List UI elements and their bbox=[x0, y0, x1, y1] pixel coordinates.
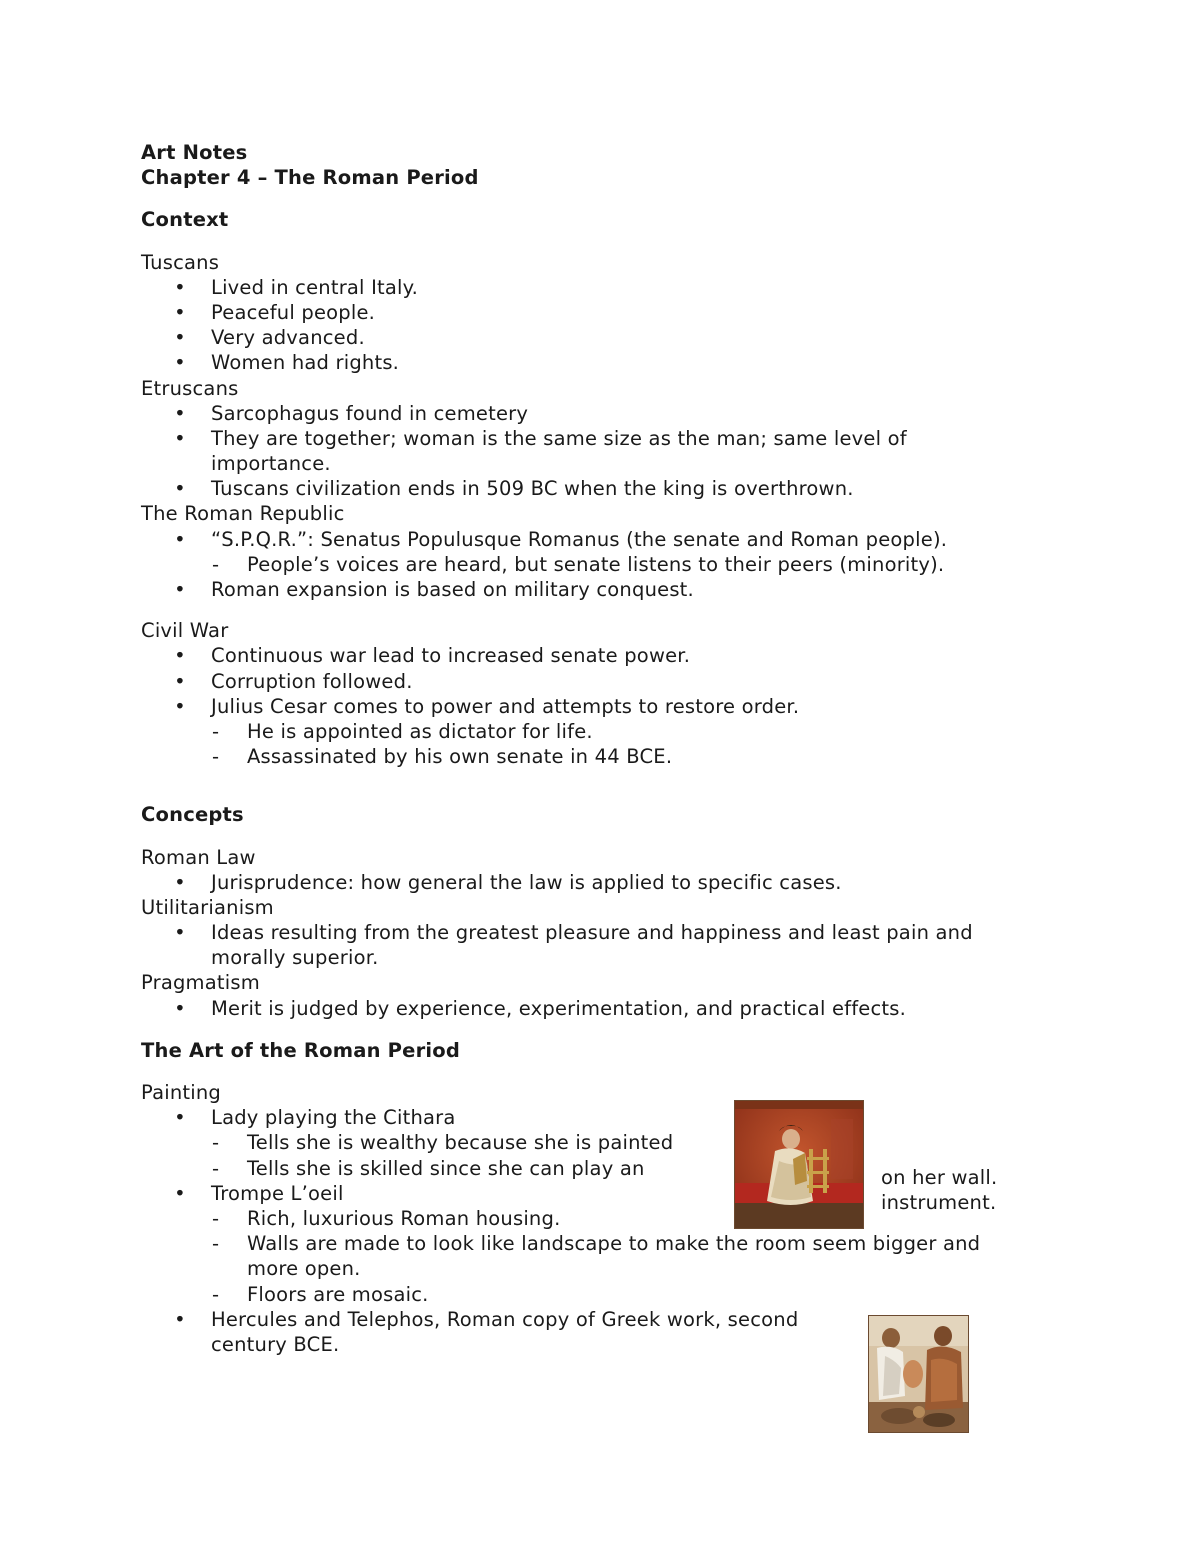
list-item: • Very advanced. bbox=[141, 325, 1061, 350]
dash-icon: - bbox=[212, 745, 220, 769]
sub-list-item: - Tells she is skilled since she can play an bbox=[212, 1156, 645, 1180]
list-item-continuation: morally superior. bbox=[211, 946, 379, 970]
topic-label-tuscans: Tuscans bbox=[141, 250, 220, 274]
bullet-icon: • bbox=[174, 401, 186, 425]
bullet-icon: • bbox=[174, 870, 186, 894]
hercules-telephos-image bbox=[868, 1315, 969, 1433]
bullet-icon: • bbox=[174, 477, 186, 501]
sub-list-item: - Rich, luxurious Roman housing. bbox=[212, 1206, 561, 1230]
wrapped-text-right: instrument. bbox=[881, 1191, 997, 1214]
list-item-continuation: importance. bbox=[211, 452, 331, 476]
dash-icon: - bbox=[212, 719, 220, 743]
bullet-icon: • bbox=[174, 921, 186, 945]
bullet-icon: • bbox=[174, 326, 186, 350]
dash-icon: - bbox=[212, 1131, 220, 1155]
list-item: • They are together; woman is the same size as the man; same level of bbox=[141, 426, 1061, 451]
bullet-icon: • bbox=[174, 694, 186, 718]
list-item-continuation: century BCE. bbox=[211, 1332, 340, 1356]
bullet-icon: • bbox=[174, 1106, 186, 1130]
bullet-icon: • bbox=[174, 275, 186, 299]
bullet-icon: • bbox=[174, 527, 186, 551]
bullet-icon: • bbox=[174, 426, 186, 450]
topic-label-roman-law: Roman Law bbox=[141, 845, 256, 869]
page-title: Art Notes bbox=[141, 141, 248, 164]
sub-list-item: - He is appointed as dictator for life. bbox=[212, 719, 593, 743]
cithara-painting-image bbox=[734, 1100, 864, 1229]
list-item: • Sarcophagus found in cemetery bbox=[141, 401, 1061, 426]
list-item: • Lived in central Italy. bbox=[141, 275, 1061, 300]
list-item: • Trompe L’oeil bbox=[141, 1181, 1061, 1206]
list-item: • Hercules and Telephos, Roman copy of Greek work, second bbox=[141, 1307, 1061, 1332]
list-item: • Continuous war lead to increased senate power. bbox=[141, 643, 1061, 668]
list-item: • Julius Cesar comes to power and attempts to restore order. bbox=[141, 694, 1061, 719]
list-item: • Women had rights. bbox=[141, 350, 1061, 375]
list-item: • Lady playing the Cithara bbox=[141, 1105, 1061, 1130]
topic-label-pragmatism: Pragmatism bbox=[141, 971, 260, 995]
list-item: • “S.P.Q.R.”: Senatus Populusque Romanus (the senate and Roman people). bbox=[141, 527, 1061, 552]
list-item: • Merit is judged by experience, experimentation, and practical effects. bbox=[141, 996, 1061, 1021]
list-item: • Corruption followed. bbox=[141, 669, 1061, 694]
topic-label-roman-republic: The Roman Republic bbox=[141, 502, 345, 526]
bullet-icon: • bbox=[174, 1181, 186, 1205]
bullet-icon: • bbox=[174, 669, 186, 693]
sub-list-item-continuation: more open. bbox=[247, 1257, 361, 1281]
chapter-title: Chapter 4 – The Roman Period bbox=[141, 166, 479, 190]
sub-list-item: - Floors are mosaic. bbox=[212, 1282, 429, 1306]
dash-icon: - bbox=[212, 1282, 220, 1306]
sub-list-item: - Walls are made to look like landscape to make the room seem bigger and bbox=[212, 1232, 981, 1256]
section-heading-art: The Art of the Roman Period bbox=[141, 1038, 461, 1062]
dash-icon: - bbox=[212, 552, 220, 576]
bullet-icon: • bbox=[174, 578, 186, 601]
list-item: • Jurisprudence: how general the law is applied to specific cases. bbox=[141, 870, 1061, 895]
list-item: • Ideas resulting from the greatest pleasure and happiness and least pain and bbox=[141, 920, 1061, 945]
section-heading-concepts: Concepts bbox=[141, 803, 244, 827]
wrapped-text-right: on her wall. bbox=[881, 1166, 998, 1189]
dash-icon: - bbox=[212, 1156, 220, 1180]
topic-label-painting: Painting bbox=[141, 1081, 222, 1104]
bullet-icon: • bbox=[174, 351, 186, 375]
bullet-icon: • bbox=[174, 996, 186, 1020]
dash-icon: - bbox=[212, 1206, 220, 1230]
bullet-icon: • bbox=[174, 1307, 186, 1331]
sub-list-item: - Assassinated by his own senate in 44 BCE. bbox=[212, 745, 673, 769]
list-item: • Tuscans civilization ends in 509 BC when the king is overthrown. bbox=[141, 476, 1061, 501]
topic-label-etruscans: Etruscans bbox=[141, 376, 239, 400]
topic-label-civil-war: Civil War bbox=[141, 619, 229, 643]
dash-icon: - bbox=[212, 1232, 220, 1256]
bullet-icon: • bbox=[174, 300, 186, 324]
list-item: • Roman expansion is based on military conquest. bbox=[141, 577, 1061, 602]
list-item: • Peaceful people. bbox=[141, 300, 1061, 325]
sub-list-item: - People’s voices are heard, but senate listens to their peers (minority). bbox=[212, 552, 945, 576]
section-heading-context: Context bbox=[141, 208, 229, 232]
bullet-icon: • bbox=[174, 644, 186, 668]
topic-label-utilitarianism: Utilitarianism bbox=[141, 895, 274, 919]
sub-list-item: - Tells she is wealthy because she is painted bbox=[212, 1131, 674, 1155]
